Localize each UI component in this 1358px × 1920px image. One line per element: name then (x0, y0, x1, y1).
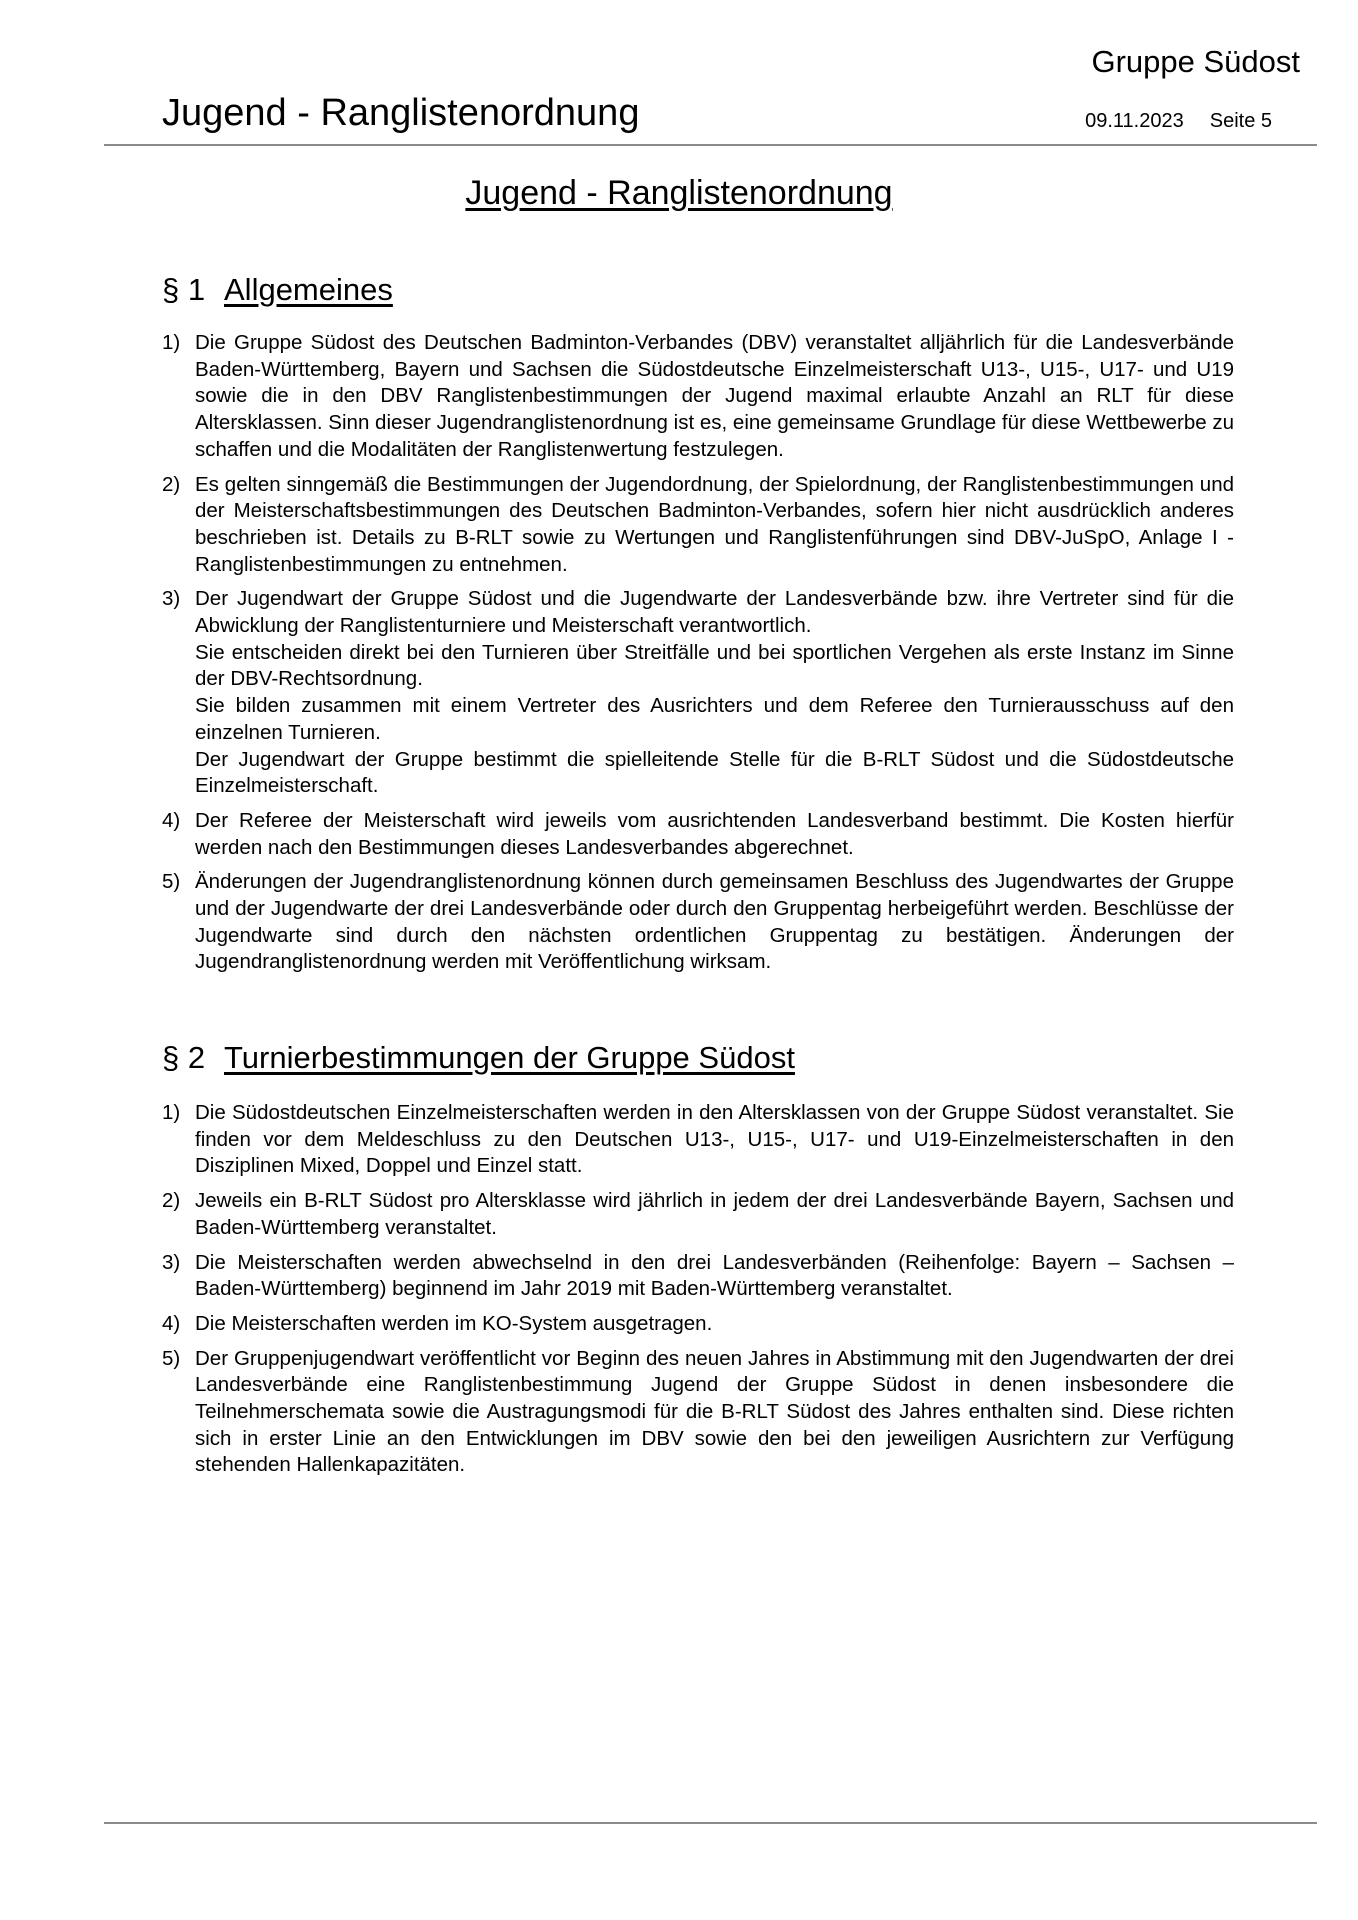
item-text: Der Referee der Meisterschaft wird jeweils vom ausrichtenden Landesverband bestimmt. Die Kosten hierfür werden nach den Bestimmungen dieses Landesverbandes abgerechnet. (195, 808, 1234, 859)
header-divider (104, 144, 1317, 146)
item-text: Jeweils ein B-RLT Südost pro Altersklasse wird jährlich in jedem der drei Landesverbände Bayern, Sachsen und Baden-Württemberg veranstaltet. (195, 1189, 1234, 1239)
item-number: 1) (162, 331, 181, 354)
list-item (162, 1100, 1234, 1180)
section-2-list (162, 1100, 1234, 1487)
header-organization: Gruppe Südost (1091, 44, 1300, 79)
list-item (162, 808, 1234, 861)
item-text: Der Jugendwart der Gruppe bestimmt die spielleitende Stelle für die B-RLT Südost und die Südostdeutsche Einzelmeisterschaft. (195, 747, 1234, 798)
header-page-number: Seite 5 (1209, 110, 1272, 132)
item-text: Sie bilden zusammen mit einem Vertreter des Ausrichters und dem Referee den Turnierausschuss auf den einzelnen Turnieren. (195, 694, 1234, 744)
list-item (162, 330, 1234, 464)
section-number: § 1 (162, 272, 206, 307)
list-item (162, 1311, 1234, 1338)
item-number: 2) (162, 472, 181, 496)
header-date: 09.11.2023 (1085, 110, 1184, 132)
item-text: Die Südostdeutschen Einzelmeisterschaften werden in den Altersklassen von der Gruppe Südost veranstaltet. Sie finden vor dem Meldeschluss zu den Deutschen U13-, U15-, U17- und U19-Einzelmeisterschaften in den Disziplinen Mixed, Doppel und Einzel statt. (195, 1101, 1234, 1178)
section-title: Turnierbestimmungen der Gruppe Südost (224, 1040, 795, 1075)
list-item (162, 472, 1234, 579)
item-number: 2) (162, 1189, 181, 1213)
list-item (162, 1188, 1234, 1241)
list-item (162, 1346, 1234, 1480)
item-text: Der Jugendwart der Gruppe Südost und die Jugendwarte der Landesverbände bzw. ihre Vertreter sind für die Abwicklung der Ranglistenturniere und Meisterschaft verantwortlich. (195, 587, 1234, 638)
item-number: 3) (162, 1250, 181, 1274)
list-item (162, 869, 1234, 976)
item-number: 4) (162, 808, 181, 832)
item-text: Die Gruppe Südost des Deutschen Badminton-Verbandes (DBV) veranstaltet alljährlich für die Landesverbände Baden-Württemberg, Bayern und Sachsen die Südostdeutsche Einzelmeisterschaft U13-, U15-, U17- und U19 sowie die in den DBV Ranglistenbestimmungen der Jugend maximal erlaubte Anzahl an RLT für diese Altersklassen. Sinn dieser Jugendranglistenordnung ist es, eine gemeinsame Grundlage für diese Wettbewerbe zu schaffen und die Modalitäten der Ranglistenwertung festzulegen. (195, 331, 1234, 461)
item-number: 5) (162, 1346, 181, 1370)
header-title: Jugend - Ranglistenordnung (162, 92, 640, 134)
item-number: 3) (162, 587, 181, 611)
section-heading-1 (162, 272, 393, 308)
header-meta (1085, 110, 1272, 133)
item-number: 1) (162, 1101, 181, 1124)
list-item (162, 1250, 1234, 1303)
section-1-list (162, 330, 1234, 984)
list-item (162, 586, 1234, 800)
item-text: Änderungen der Jugendranglistenordnung können durch gemeinsamen Beschluss des Jugendwartes der Gruppe und der Jugendwarte der drei Landesverbände oder durch den Gruppentag herbeigeführt werden. Beschlüsse der Jugendwarte sind durch den nächsten ordentlichen Gruppentag zu bestätigen. Änderungen der Jugendranglistenordnung werden mit Veröffentlichung wirksam. (195, 870, 1234, 974)
section-heading-2 (162, 1040, 795, 1076)
item-text: Der Gruppenjugendwart veröffentlicht vor Beginn des neuen Jahres in Abstimmung mit den Jugendwarten der drei Landesverbände eine Ranglistenbestimmung Jugend der Gruppe Südost in denen insbesondere die Teilnehmerschemata sowie die Austragungsmodi für die B-RLT Südost des Jahres enthalten sind. Diese richten sich in erster Linie an den Entwicklungen im DBV sowie den bei den jeweiligen Ausrichtern zur Verfügung stehenden Hallenkapazitäten. (195, 1346, 1234, 1477)
item-number: 4) (162, 1311, 181, 1335)
footer-divider (104, 1822, 1317, 1824)
document-title-text: Jugend - Ranglistenordnung (465, 174, 893, 212)
section-title: Allgemeines (224, 272, 393, 307)
section-number: § 2 (162, 1040, 206, 1075)
item-number: 5) (162, 870, 181, 894)
item-text: Die Meisterschaften werden im KO-System ausgetragen. (195, 1311, 713, 1335)
item-text: Die Meisterschaften werden abwechselnd in den drei Landesverbänden (Reihenfolge: Bayern – Sachsen – Baden-Württemberg) beginnend im Jahr 2019 mit Baden-Württemberg veranstaltet. (195, 1250, 1234, 1301)
item-text: Es gelten sinngemäß die Bestimmungen der Jugendordnung, der Spielordnung, der Ranglistenbestimmungen und der Meisterschaftsbestimmungen des Deutschen Badminton-Verbandes, sofern hier nicht ausdrücklich anderes beschrieben ist. Details zu B-RLT sowie zu Wertungen und Ranglistenführungen sind DBV-JuSpO, Anlage I - Ranglistenbestimmungen zu entnehmen. (195, 472, 1234, 576)
document-title (0, 174, 1358, 213)
item-text: Sie entscheiden direkt bei den Turnieren über Streitfälle und bei sportlichen Vergehen als erste Instanz im Sinne der DBV-Rechtsordnung. (195, 640, 1234, 691)
